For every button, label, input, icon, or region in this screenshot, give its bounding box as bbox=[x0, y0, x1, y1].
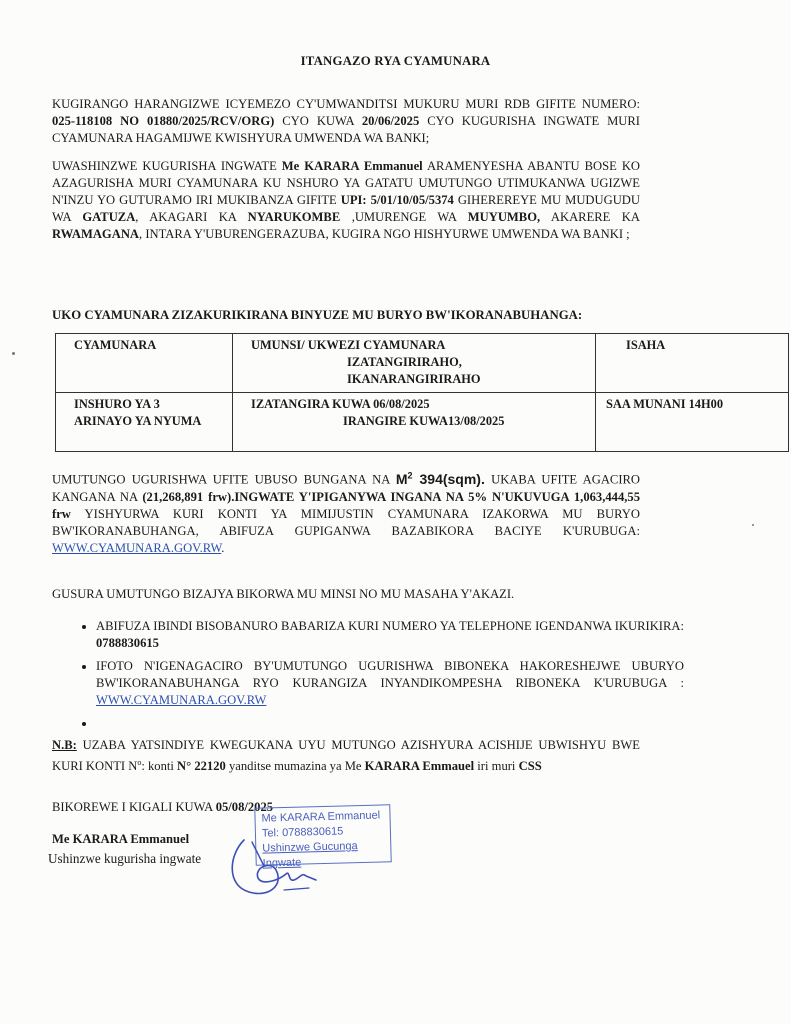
intro-text: CYO KUWA bbox=[274, 114, 362, 128]
property-text: UMUTUNGO UGURISHWA UFITE UBUSO BUNGANA NA bbox=[52, 472, 396, 487]
deposit-amount: INGWATE Y'IPIGANYWA INGANA NA 5% N'UKUVUGA 1,063,444,55 frw bbox=[52, 489, 640, 521]
property-text: UKABA UFITE AGACIRO KANGANA NA bbox=[52, 472, 641, 504]
header-dates-line: IKANARANGIRIRAHO bbox=[347, 372, 481, 386]
round-line: INSHURO YA 3 bbox=[74, 397, 160, 411]
header-dates-line: IZATANGIRIRAHO, bbox=[347, 355, 462, 369]
phone-number: 0788830615 bbox=[96, 636, 159, 650]
info-list bbox=[52, 618, 684, 738]
intro-paragraph bbox=[52, 96, 640, 147]
signoff-date: 05/08/2025 bbox=[215, 800, 274, 814]
nb-text: : konti bbox=[141, 759, 178, 774]
property-text: . bbox=[221, 540, 225, 555]
bank-name: CSS bbox=[518, 759, 542, 774]
cell-name: NYARUKOMBE bbox=[247, 210, 341, 224]
list-item bbox=[96, 715, 684, 732]
property-paragraph bbox=[52, 467, 640, 557]
website-link[interactable]: WWW.CYAMUNARA.GOV.RW bbox=[52, 540, 222, 555]
stamp-line: Ushinzwe Gucunga Ingwate bbox=[262, 840, 358, 870]
announce-text: , AKAGARI KA bbox=[135, 210, 248, 224]
village-name: GATUZA bbox=[82, 210, 136, 224]
stamp-line: Tel: 0788830615 bbox=[261, 825, 344, 840]
decision-date: 20/06/2025 bbox=[361, 114, 420, 128]
place-date-label: BIKOREWE I KIGALI KUWA bbox=[52, 800, 216, 814]
agent-name bbox=[282, 159, 423, 173]
header-cell-auction: CYAMUNARA bbox=[56, 334, 233, 393]
area-unit: M bbox=[395, 470, 408, 487]
nb-sup: o bbox=[137, 758, 142, 767]
header-cell-time: ISAHA bbox=[596, 334, 789, 393]
place-date bbox=[52, 799, 273, 816]
announcement-paragraph bbox=[52, 158, 640, 243]
intro-text: KUGIRANGO HARANGIZWE ICYEMEZO CY'UMWANDITSI MUKURU MURI RDB GIFITE NUMERO: bbox=[52, 97, 640, 111]
district-name: RWAMAGANA bbox=[52, 227, 140, 241]
document-title: ITANGAZO RYA CYAMUNARA bbox=[300, 54, 491, 68]
property-value: (21,268,891 frw). bbox=[142, 489, 235, 504]
header-cell-dates bbox=[233, 334, 596, 393]
signer-name: Me KARARA Emmanuel bbox=[52, 832, 190, 846]
account-holder: KARARA Emmauel bbox=[364, 759, 475, 774]
announce-text: ,UMURENGE WA bbox=[340, 210, 468, 224]
area bbox=[396, 471, 485, 487]
end-date: IRANGIRE KUWA13/08/2025 bbox=[343, 414, 505, 428]
nb-text: yanditse mumazina ya Me bbox=[225, 759, 365, 774]
cell-dates bbox=[233, 393, 596, 452]
signer-role: Ushinzwe kugurisha ingwate bbox=[48, 851, 202, 866]
nb-paragraph bbox=[52, 737, 640, 775]
announce-text: ARAMENYESHA ABANTU BOSE KO AZAGURISHA MURI CYAMUNARA KU NSHURO YA GATATU UMUTUNGO UTIMUKANWA UGIZWE N'INZU YO GUTURAMO IRI MUKIBANZA GIFITE bbox=[52, 159, 641, 207]
cell-round bbox=[56, 393, 233, 452]
sector-name: MUYUMBO, bbox=[467, 210, 541, 224]
announce-text: UWASHINZWE KUGURISHA INGWATE bbox=[52, 159, 282, 173]
intro-text: CYO KUGURISHA INGWATE MURI CYAMUNARA HAGAMIJWE KWISHYURA UMWENDA WA BANKI; bbox=[52, 114, 640, 145]
auction-schedule-table bbox=[55, 333, 789, 452]
visit-note: GUSURA UMUTUNGO BIZAJYA BIKORWA MU MINSI NO MU MASAHA Y'AKAZI. bbox=[52, 587, 515, 601]
scan-speck bbox=[752, 524, 754, 526]
upi-number: UPI: 5/01/10/05/5374 bbox=[340, 193, 454, 207]
cell-time: SAA MUNANI 14H00 bbox=[596, 393, 789, 452]
start-date: IZATANGIRA KUWA 06/08/2025 bbox=[251, 397, 430, 411]
list-text: ABIFUZA IBINDI BISOBANURO BABARIZA KURI NUMERO YA TELEPHONE IGENDANWA IKURIKIRA: bbox=[96, 619, 684, 633]
property-text: YISHYURWA KURI KONTI YA MIMIJUSTIN CYAMUNARA IZAKORWA MU BURYO BW'IKORANABUHANGA, ABIFUZA GUPIGANWA BAZABIKORA BACIYE K'URUBUGA: bbox=[52, 506, 640, 538]
scan-speck bbox=[12, 352, 15, 355]
nb-text: iri muri bbox=[474, 759, 519, 774]
area-sup: 2 bbox=[407, 470, 413, 480]
agent-title: Me bbox=[281, 159, 300, 173]
nb-label: N.B: bbox=[52, 738, 77, 752]
announce-text: AKARERE KA bbox=[540, 210, 641, 224]
table-row bbox=[56, 393, 789, 452]
nb-text: UZABA YATSINDIYE KWEGUKANA UYU MUTUNGO AZISHYURA ACISHIJE UBWISHYU BWE KURI KONTI N bbox=[52, 738, 640, 774]
list-item bbox=[96, 618, 684, 652]
announce-text: GIHEREREYE MU MUDUGUDU WA bbox=[52, 193, 640, 224]
table-header-row bbox=[56, 334, 789, 393]
stamp-line: Me KARARA Emmanuel bbox=[261, 809, 381, 825]
website-link[interactable]: WWW.CYAMUNARA.GOV.RW bbox=[96, 693, 267, 707]
schedule-heading: UKO CYAMUNARA ZIZAKURIKIRANA BINYUZE MU BURYO BW'IKORANABUHANGA: bbox=[52, 308, 583, 322]
agent-name-text: KARARA Emmanuel bbox=[304, 159, 423, 173]
list-text: IFOTO N'IGENAGACIRO BY'UMUTUNGO UGURISHWA BIBONEKA HAKORESHEJWE UBURYO BW'IKORANABUHANGA RYO KURANGIZA INYANDIKOMPESHA RIBONEKA K'URUBUGA : bbox=[96, 659, 684, 690]
list-item bbox=[96, 658, 684, 709]
round-line: ARINAYO YA NYUMA bbox=[74, 414, 202, 428]
reference-number: 025-118108 NO 01880/2025/RCV/ORG) bbox=[52, 114, 275, 128]
announce-text: , INTARA Y'UBURENGERAZUBA, KUGIRA NGO HISHYURWE UMWENDA WA BANKI ; bbox=[139, 227, 630, 241]
account-number: N° 22120 bbox=[177, 759, 226, 774]
area-value: 394(sqm). bbox=[412, 470, 485, 487]
handwritten-signature bbox=[224, 830, 334, 900]
header-dates-line: UMUNSI/ UKWEZI CYAMUNARA bbox=[251, 338, 446, 352]
